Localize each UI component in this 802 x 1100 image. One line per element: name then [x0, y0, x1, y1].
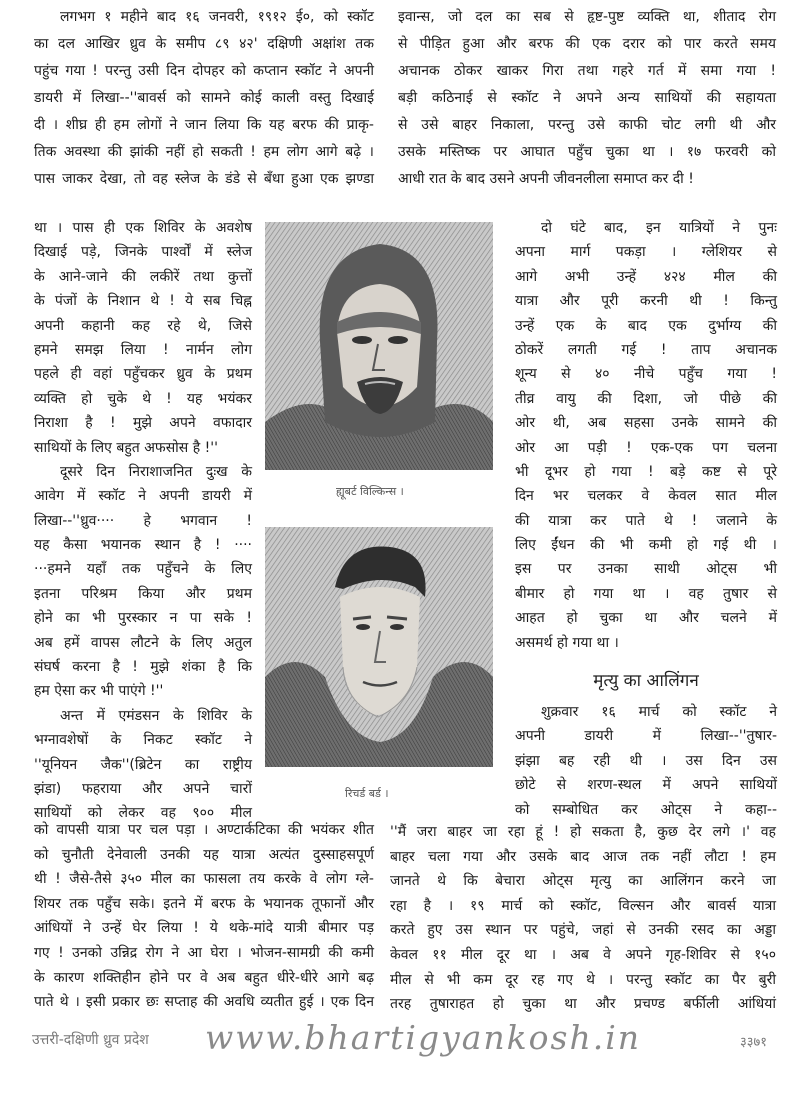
text-line: साथियों को लेकर वह ९०० मील: [34, 805, 252, 822]
text-line: शुक्रवार १६ मार्च को स्कॉट ने: [541, 704, 777, 720]
text-column-right-section: [515, 700, 777, 822]
text-line: के कारण शक्तिहीन होने पर वे अब बहुत धीरे-धीरे आगे बढ़: [34, 969, 374, 986]
text-line: साथियों के लिए बहुत अफसोस है !'': [34, 439, 218, 456]
text-line: इतना परिश्रम किया और प्रथम: [34, 585, 252, 602]
text-block-bottom-left: [34, 818, 374, 1015]
text-line: शून्य से ४० नीचे पहुँच गया !: [515, 366, 777, 383]
text-line: उसके मस्तिष्क पर आघात पहुँच चुका था । १७ फरवरी को: [398, 144, 776, 160]
text-line: दी । शीघ्र ही हम लोगों ने जान लिया कि यह बरफ की प्राकृ-: [34, 117, 374, 133]
text-line: ···हमने यहाँ तक पहुँचने के लिए: [34, 561, 252, 578]
figure-caption: रिचर्ड बर्ड ।: [345, 787, 389, 800]
text-block-top-left: [34, 4, 374, 193]
text-line: केवल ११ मील दूर था । अब वे अपने गृह-शिविर से १५०: [390, 946, 776, 963]
text-line: शियर तक पहुँच सके। इतने में बरफ के भयानक तूफानों और: [34, 895, 374, 912]
text-line: को वापसी यात्रा पर चल पड़ा । अण्टार्कटिका की भयंकर शीत: [34, 822, 374, 838]
text-line: अचानक ठोकर खाकर गिरा तथा गहरे गर्त में समा गया !: [398, 63, 776, 79]
text-line: दिन भर चलकर वे केवल सात मील: [515, 488, 777, 505]
text-line: होने का भी पुरस्कार न पा सके !: [34, 610, 252, 627]
text-line: थी ! जैसे-तैसे ३५० मील का फासला तय करके वे लोग ग्ले-: [34, 871, 374, 888]
text-line: मील से भी कम दूर रह गए थे । परन्तु स्कॉट का पैर बुरी: [390, 971, 776, 988]
text-line: की यात्रा कर पाते थे ! जलाने के: [515, 512, 777, 529]
text-column-left: [34, 216, 252, 826]
text-line: अब हमें वापस लौटने के लिए अतुल: [34, 634, 252, 651]
text-line: आंधियों ने उन्हें घेर लिया ! ये थके-मांदे यात्री बीमार पड़: [34, 920, 374, 937]
text-line: अपनी डायरी में लिखा--''तुषार-: [515, 728, 777, 745]
text-line: पाते थे । इसी प्रकार छः सप्ताह की अवधि व्यतीत हुई । एक दिन: [34, 994, 374, 1011]
text-line: व्यक्ति हो चुके थे ! यह भयंकर: [34, 390, 252, 407]
text-line: अन्त में एमंडसन के शिविर के: [60, 707, 252, 724]
text-line: तिक अवस्था की झांकी नहीं हो सकती ! हम लोग आगे बढ़े ।: [34, 144, 374, 160]
text-line: से उसे बाहर निकाला, परन्तु उसे काफी चोट लगी थी और: [398, 117, 776, 133]
text-line: झंझा बह रही थी । उस दिन उस: [515, 752, 777, 769]
text-line: अपनी कहानी कह रहे थे, जिसे: [34, 317, 252, 334]
text-line: ''यूनियन जैक''(ब्रिटेन का राष्ट्रीय: [34, 756, 252, 773]
portrait-image-wilkins: [265, 222, 493, 470]
portrait-image-byrd: [265, 527, 493, 767]
text-line: के पंजों के निशान थे ! ये सब चिह्न: [34, 293, 252, 310]
text-line: ''मैं जरा बाहर जा रहा हूं ! हो सकता है, कुछ देर लगे ।' वह: [390, 824, 776, 840]
text-line: तीव्र वायु की दिशा, जो पीछे की: [515, 390, 777, 407]
text-line: डायरी में लिखा--''बावर्स को सामने कोई काली वस्तु दिखाई: [34, 90, 374, 106]
text-line: पहले ही वहां पहुँचकर ध्रुव के प्रथम: [34, 366, 252, 383]
text-line: था । पास ही एक शिविर के अवशेष: [34, 220, 252, 236]
text-line: लिए ईंधन की भी कमी हो गई थी ।: [515, 537, 777, 554]
text-line: संघर्ष करना है ! मुझे शंका है कि: [34, 659, 252, 676]
text-line: निराशा है ! मुझे अपने वफादार: [34, 415, 252, 432]
text-line: ओर थी, अब सहसा उनके सामने की: [515, 415, 777, 432]
text-line: ओर आ पड़ी ! एक-एक पग चलना: [515, 439, 777, 456]
text-block-top-right: [398, 4, 776, 193]
text-line: छोटे से शरण-स्थल में अपने साथियों: [515, 777, 777, 794]
text-line: इस पर उनका साथी ओट्स भी: [515, 561, 777, 578]
text-line: असमर्थ हो गया था ।: [515, 634, 619, 651]
text-line: लिखा--''ध्रुव···· हे भगवान !: [34, 512, 252, 529]
text-line: बाहर चला गया और उसके बाद आज तक नहीं लौटा ! हम: [390, 848, 776, 865]
text-line: आधी रात के बाद उसने अपनी जीवनलीला समाप्त कर दी !: [398, 171, 694, 187]
text-line: दूसरे दिन निराशाजनित दुःख के: [60, 463, 252, 480]
text-line: यह कैसा भयानक स्थान है ! ····: [34, 537, 252, 554]
section-heading: मृत्यु का आलिंगन: [593, 671, 699, 691]
text-line: ठोकरें लगती गई ! ताप अचानक: [515, 341, 777, 358]
text-line: जानते थे कि बेचारा ओट्स मृत्यु का आलिंगन करने जा: [390, 873, 776, 890]
text-line: आवेग में स्कॉट ने अपनी डायरी में: [34, 488, 252, 505]
text-line: का दल आखिर ध्रुव के समीप ८९ ४२' दक्षिणी अक्षांश तक: [34, 36, 374, 52]
text-line: लगभग १ महीने बाद १६ जनवरी, १९१२ ई०, को स्कॉट: [60, 9, 374, 25]
running-footer-title: उत्तरी-दक्षिणी ध्रुव प्रदेश: [32, 1032, 149, 1048]
text-line: को सम्बोधित कर ओट्स ने कहा--: [515, 801, 777, 818]
text-line: झंडा) फहराया और अपने चारों: [34, 780, 252, 797]
text-line: पहुंच गया ! परन्तु उसी दिन दोपहर को कप्तान स्कॉट ने अपनी: [34, 63, 374, 79]
text-line: के आने-जाने की लकीरें तथा कुत्तों: [34, 268, 252, 285]
text-line: तरह तुषाराहत हो चुका था और प्रचण्ड बर्फीली आंधियां: [390, 996, 776, 1013]
text-line: उन्हें एक के बाद एक दुर्भाग्य की: [515, 317, 777, 334]
text-line: पास जाकर देखा, तो वह स्लेज के डंडे से बँधा हुआ एक झण्डा: [34, 171, 374, 187]
watermark: www.bhartigyankosh.in: [205, 1018, 642, 1057]
text-line: गए ! उनको उन्निद्र रोग ने आ घेरा । भोजन-सामग्री की कमी: [34, 944, 374, 961]
text-line: हम ऐसा कर भी पाएंगे !'': [34, 683, 164, 700]
page-number: ३३७१: [740, 1035, 768, 1050]
text-line: भी दूभर हो गया ! बड़े कष्ट से पूरे: [515, 463, 777, 480]
text-line: को चुनौती देनेवाली उनकी यह यात्रा अत्यंत दुस्साहसपूर्ण: [34, 846, 374, 863]
text-block-bottom-right: [390, 820, 776, 1017]
figure-caption: ह्यूबर्ट विल्किन्स ।: [336, 485, 404, 498]
text-line: अपना मार्ग पकड़ा । ग्लेशियर से: [515, 244, 777, 261]
text-line: दिखाई पड़े, जिनके पार्श्वों में स्लेज: [34, 244, 252, 261]
text-line: से पीड़ित हुआ और बरफ की एक दरार को पार करते समय: [398, 36, 776, 52]
text-line: यात्रा और पूरी करनी थी ! किन्तु: [515, 293, 777, 310]
text-line: हमने समझ लिया ! नार्मन लोग: [34, 341, 252, 358]
text-line: रहा है । १९ मार्च को स्कॉट, विल्सन और बावर्स यात्रा: [390, 897, 776, 914]
text-column-right: [515, 216, 777, 655]
text-line: दो घंटे बाद, इन यात्रियों ने पुनः: [541, 220, 777, 236]
text-line: करते हुए उस स्थान पर पहुंचे, जहां से उनकी रसद का अड्डा: [390, 922, 776, 939]
text-line: इवान्स, जो दल का सब से हृष्ट-पुष्ट व्यक्ति था, शीताद रोग: [398, 9, 776, 25]
text-line: भग्नावशेषों के निकट स्कॉट ने: [34, 732, 252, 749]
text-line: बड़ी कठिनाई से स्कॉट ने अपने अन्य साथियों की सहायता: [398, 90, 776, 106]
text-line: बीमार हो गया था । वह तुषार से: [515, 585, 777, 602]
text-line: आहत हो चुका था और चलने में: [515, 610, 777, 627]
text-line: आगे अभी उन्हें ४२४ मील की: [515, 268, 777, 285]
